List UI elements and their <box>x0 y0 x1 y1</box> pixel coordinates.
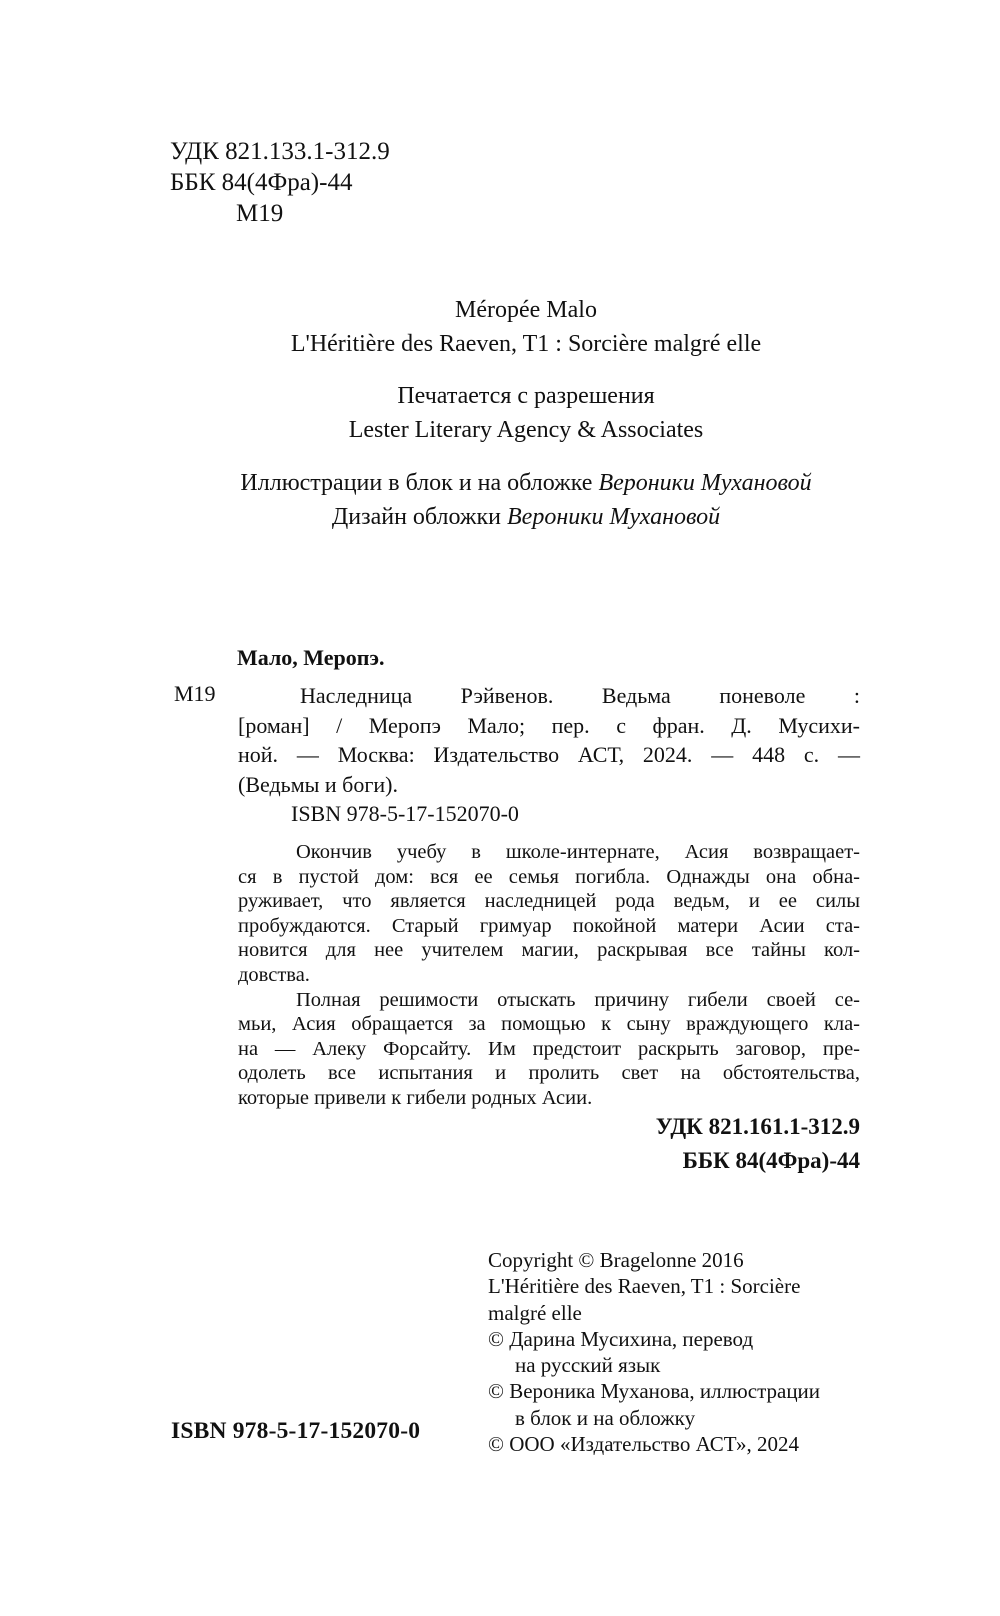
annotation-line: руживает, что является наследницей рода ведьм, и ее силы <box>238 890 860 913</box>
isbn-bottom: ISBN 978-5-17-152070-0 <box>171 1418 421 1444</box>
isbn-catalog: ISBN 978-5-17-152070-0 <box>291 801 519 826</box>
copyright-line: L'Héritière des Raeven, T1 : Sorcière <box>488 1274 801 1299</box>
copyright-block <box>488 1247 820 1457</box>
top-catalog-codes <box>170 136 390 229</box>
annotation <box>238 840 860 1111</box>
catalog-entry-line: ной. — Москва: Издательство АСТ, 2024. — 448 с. — <box>238 742 860 767</box>
permission-block <box>170 379 882 447</box>
copyright-line: в блок и на обложку <box>515 1405 696 1430</box>
original-author-title-block <box>170 293 882 361</box>
agency-name: Lester Literary Agency & Associates <box>348 417 704 443</box>
designer-name: Вероники Мухановой <box>507 504 721 530</box>
illustrations-credit-text: Иллюстрации в блок и на обложке <box>240 470 599 496</box>
udk-code-bottom: УДК 821.161.1-312.9 <box>655 1114 860 1139</box>
copyright-line: © ООО «Издательство АСТ», 2024 <box>488 1432 799 1457</box>
original-title: L'Héritière des Raeven, T1 : Sorcière malgré elle <box>290 331 762 357</box>
permission-line: Печатается с разрешения <box>397 383 655 409</box>
copyright-line: Copyright © Bragelonne 2016 <box>488 1248 744 1272</box>
bbk-code-top: ББК 84(4Фра)-44 <box>170 169 353 196</box>
annotation-line: мьи, Асия обращается за помощью к сыну враждующего кла- <box>238 1013 860 1036</box>
annotation-line: одолеть все испытания и пролить свет на обстоятельства, <box>238 1062 860 1085</box>
catalog-author-heading: Мало, Меропэ. <box>237 645 385 670</box>
copyright-line: © Дарина Мусихина, перевод <box>488 1326 754 1351</box>
catalog-entry-line: Наследница Рэйвенов. Ведьма поневоле : <box>300 683 860 708</box>
illustrator-name: Вероники Мухановой <box>598 470 812 496</box>
original-author: Méropée Malo <box>455 297 597 323</box>
annotation-line: на — Алеку Форсайту. Им предстоит раскрыть заговор, пре- <box>238 1037 860 1060</box>
illustrations-credit <box>170 466 882 500</box>
bbk-code-bottom: ББК 84(4Фра)-44 <box>682 1148 860 1173</box>
catalog-entry-text <box>238 681 860 799</box>
bottom-catalog-codes <box>238 1110 860 1178</box>
cover-design-credit <box>170 500 882 534</box>
catalog-entry-line: (Ведьмы и боги). <box>238 771 398 797</box>
udk-code-top: УДК 821.133.1-312.9 <box>170 138 390 165</box>
annotation-line: новится для нее учителем магии, раскрывая все тайны кол- <box>238 939 860 962</box>
annotation-line: пробуждаются. Старый гримуар покойной матери Асии ста- <box>238 914 860 937</box>
annotation-line: Полная решимости отыскать причину гибели своей се- <box>296 988 860 1011</box>
copyright-line: на русский язык <box>515 1353 661 1378</box>
credits-block <box>170 466 882 534</box>
catalog-entry-line: [роман] / Меропэ Мало; пер. с фран. Д. Мусихи- <box>238 712 860 738</box>
cover-design-credit-text: Дизайн обложки <box>331 504 507 530</box>
copyright-line: malgré elle <box>488 1300 582 1325</box>
catalog-entry-code: М19 <box>174 681 216 706</box>
annotation-line: Окончив учебу в школе-интернате, Асия возвращает- <box>296 841 860 863</box>
annotation-line: довства. <box>238 963 310 986</box>
author-sign-code: М19 <box>236 200 284 227</box>
copyright-line: © Вероника Муханова, иллюстрации <box>488 1379 821 1404</box>
annotation-line: которые привели к гибели родных Асии. <box>238 1086 593 1109</box>
annotation-line: ся в пустой дом: вся ее семья погибла. Однажды она обна- <box>238 865 860 888</box>
